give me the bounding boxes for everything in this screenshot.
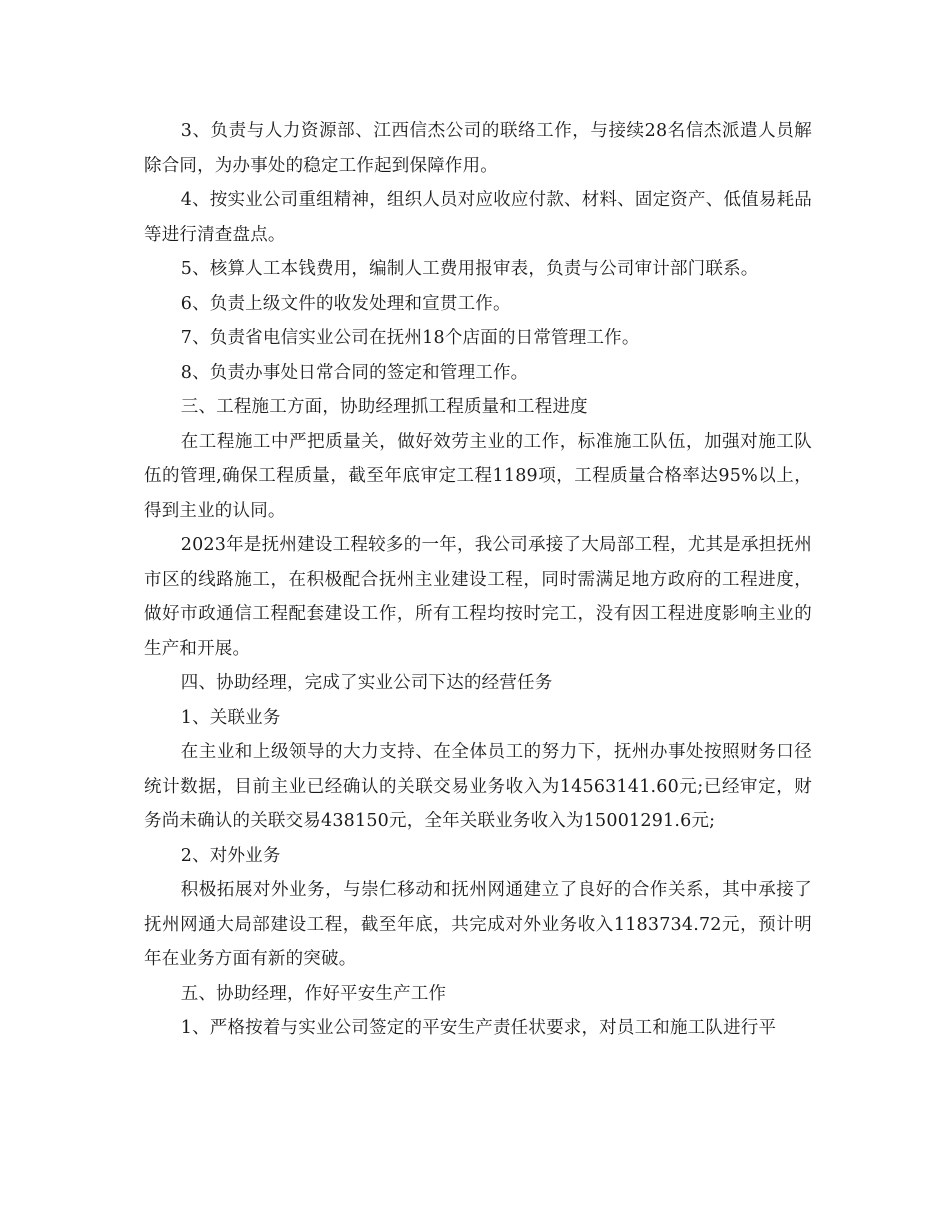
paragraph-related-revenue: 在主业和上级领导的大力支持、在全体员工的努力下，抚州办事处按照财务口径统计数据，目前主业已经确认的关联交易业务收入为14563141.60元;已经审定，财务尚未确认的关联交易438150元，全年关联业务收入为15001291.6元; bbox=[144, 742, 812, 831]
paragraph-item-6-documents: 6、负责上级文件的收发处理和宣贯工作。 bbox=[180, 293, 511, 314]
paragraph-quality-control: 在工程施工中严把质量关，做好效劳主业的工作，标准施工队伍，加强对施工队伍的管理,确保工程质量，截至年底审定工程1189项，工程质量合格率达95%以上，得到主业的认同。 bbox=[144, 431, 812, 521]
paragraph-item-5-labor-cost: 5、核算人工本钱费用，编制人工费用报审表，负责与公司审计部门联系。 bbox=[180, 259, 759, 279]
paragraph-item-3-liaison: 3、负责与人力资源部、江西信杰公司的联络工作，与接续28名信杰派遣人员解除合同，为办事处的稳定工作起到保障作用。 bbox=[144, 121, 812, 176]
paragraph-2023-projects: 2023年是抚州建设工程较多的一年，我公司承接了大局部工程，尤其是承担抚州市区的线路施工，在积极配合抚州主业建设工程，同时需满足地方政府的工程进度，做好市政通信工程配套建设工作，所有工程均按时完工，没有因工程进度影响主业的生产和开展。 bbox=[144, 535, 812, 659]
section-heading-4-business: 四、协助经理，完成了实业公司下达的经营任务 bbox=[180, 673, 553, 693]
paragraph-external-revenue: 积极拓展对外业务，与崇仁移动和抚州网通建立了良好的合作关系，其中承接了抚州网通大局部建设工程，截至年底，共完成对外业务收入1183734.72元，预计明年在业务方面有新的突破。 bbox=[144, 880, 812, 969]
section-heading-3-construction: 三、工程施工方面，协助经理抓工程质量和工程进度 bbox=[180, 397, 588, 417]
subheading-external-business: 2、对外业务 bbox=[180, 845, 281, 866]
subheading-related-business: 1、关联业务 bbox=[180, 707, 281, 728]
document-body bbox=[144, 114, 812, 1046]
paragraph-item-4-inventory: 4、按实业公司重组精神，组织人员对应收应付款、材料、固定资产、低值易耗品等进行清查盘点。 bbox=[144, 190, 812, 245]
paragraph-item-7-stores: 7、负责省电信实业公司在抚州18个店面的日常管理工作。 bbox=[180, 328, 640, 348]
paragraph-item-8-contracts: 8、负责办事处日常合同的签定和管理工作。 bbox=[180, 362, 529, 383]
section-heading-5-safety: 五、协助经理，作好平安生产工作 bbox=[180, 983, 447, 1004]
paragraph-safety-responsibility: 1、严格按着与实业公司签定的平安生产责任状要求，对员工和施工队进行平 bbox=[180, 1018, 777, 1038]
